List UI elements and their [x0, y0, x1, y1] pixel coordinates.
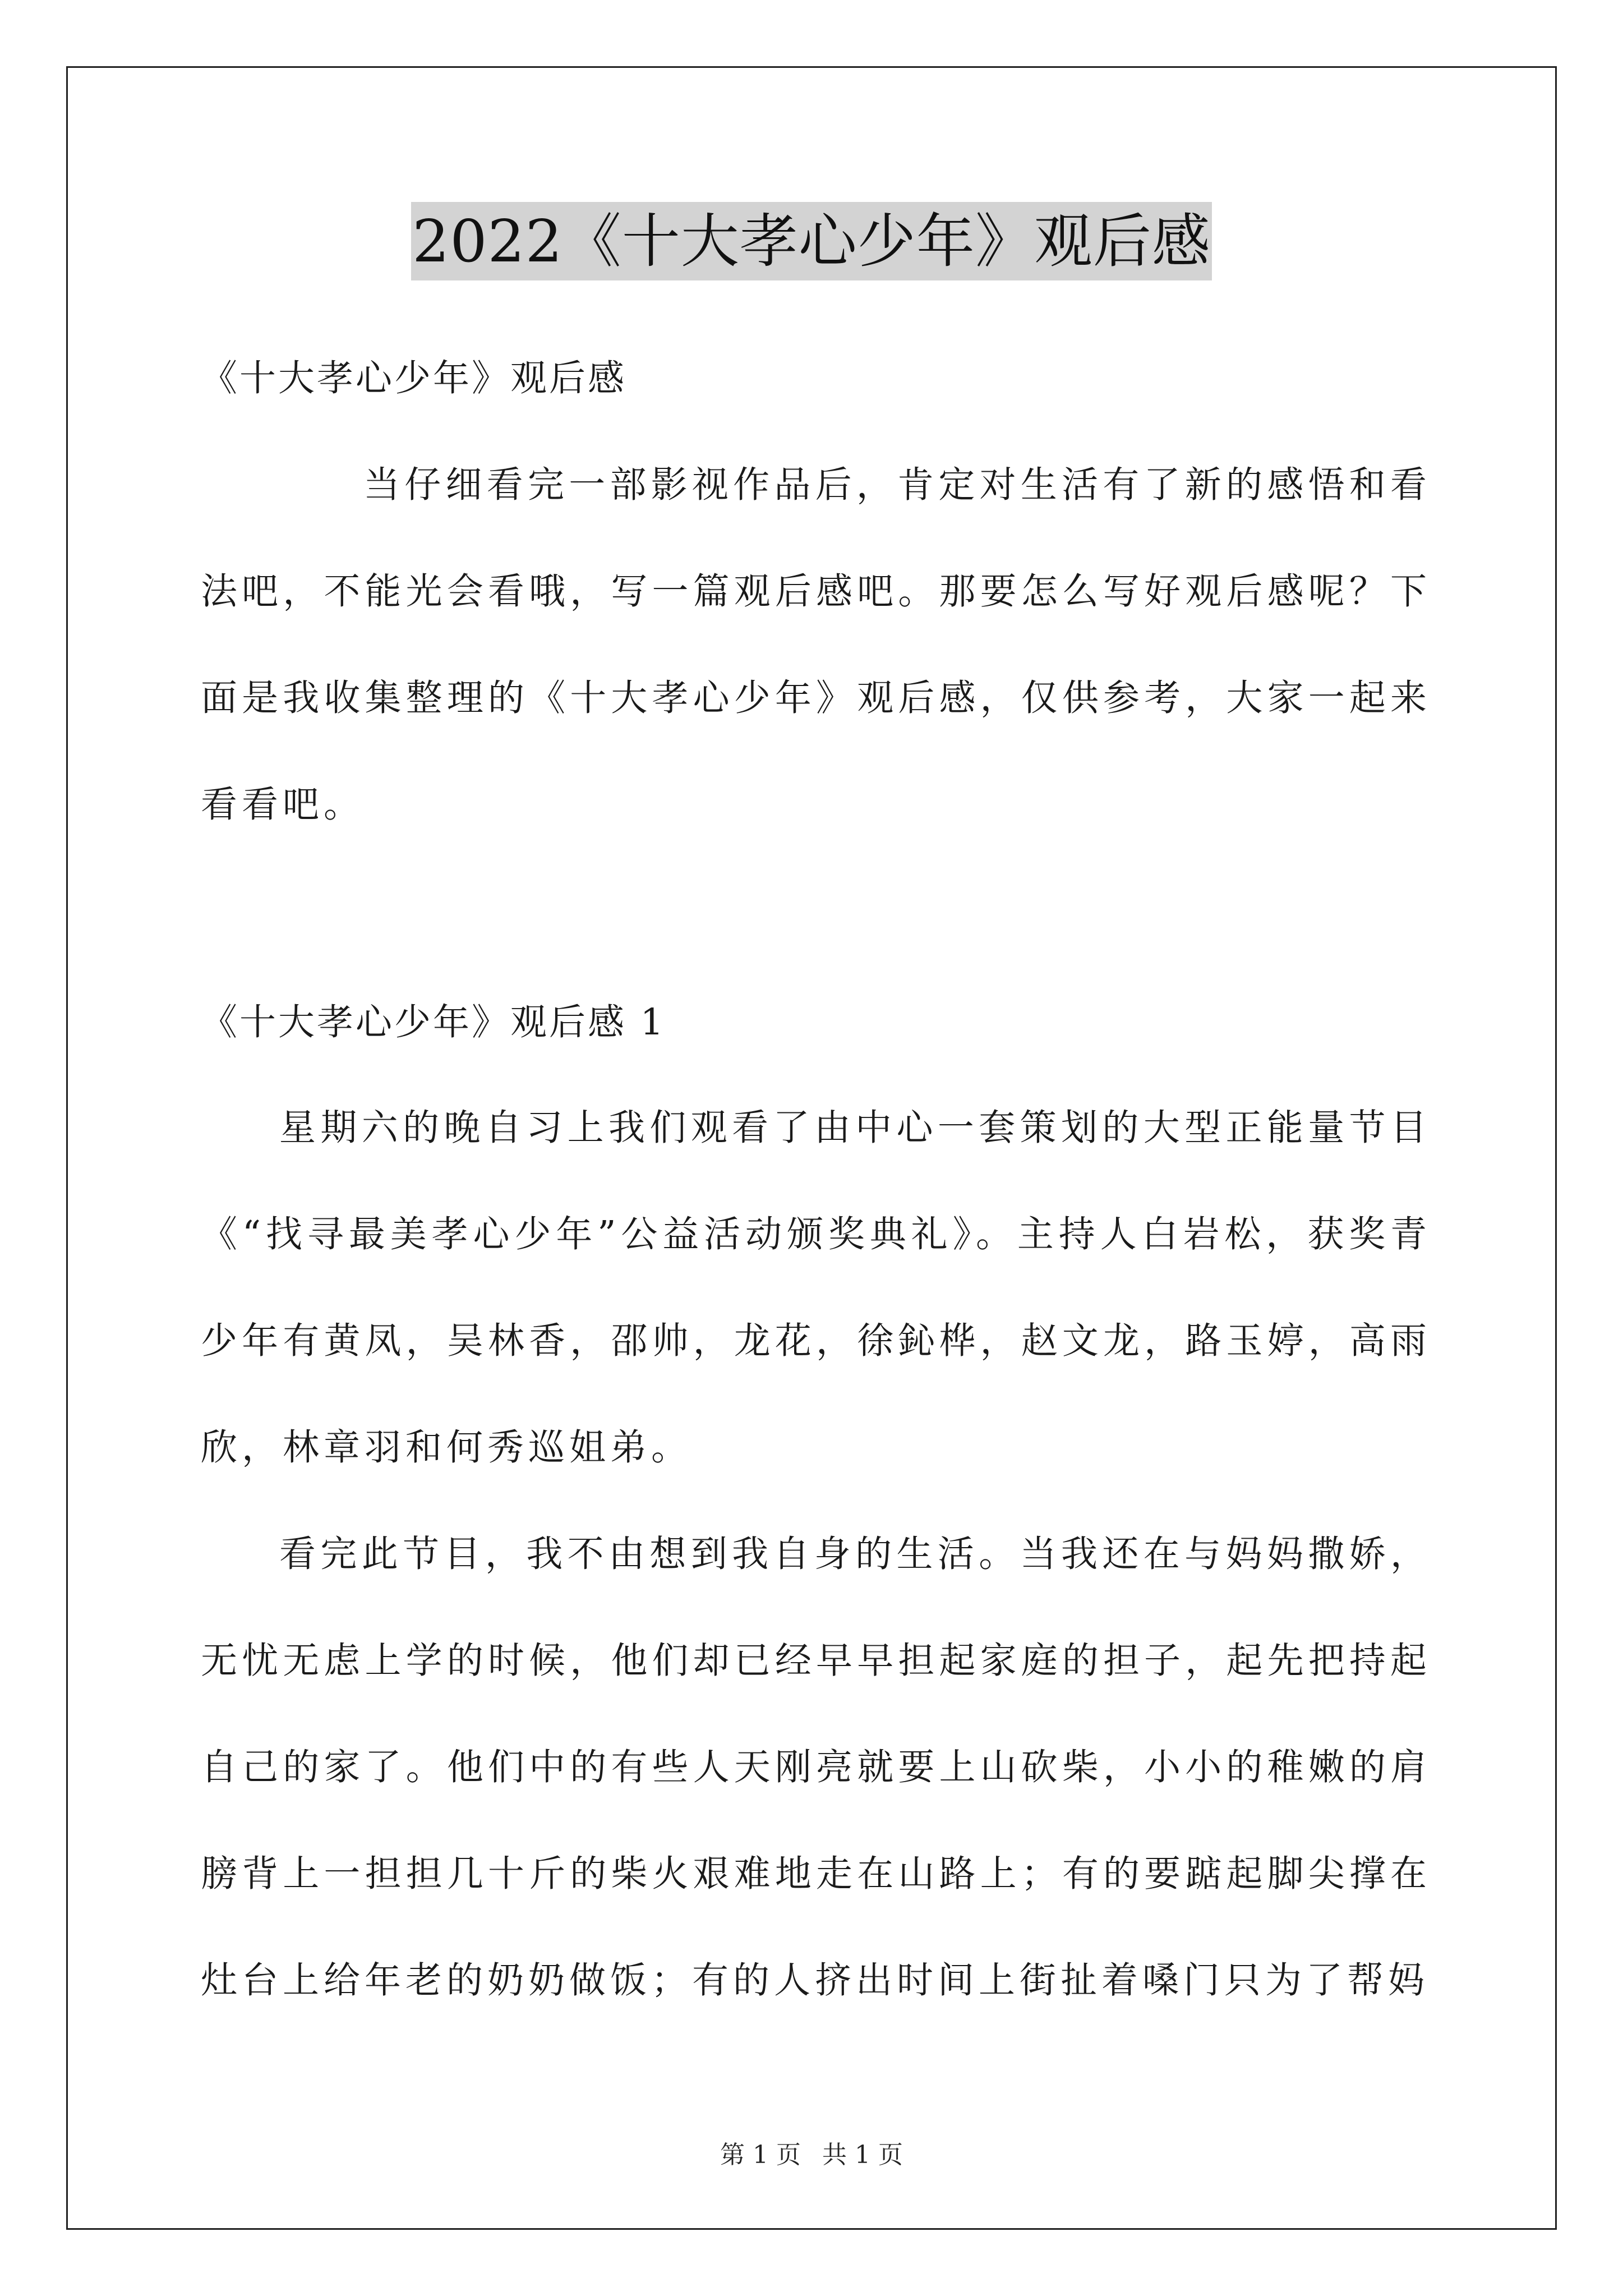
section1-paragraph-1: 星期六的晚自习上我们观看了由中心一套策划的大型正能量节目《“找寻最美孝心少年”公益活动颁奖典礼》。主持人白岩松，获奖青少年有黄凤，吴林香，邵帅，龙花，徐鈊桦，赵文龙，路玉婷，高雨欣，林章羽和何秀巡姐弟。	[201, 1107, 1431, 1469]
section1-body	[201, 1075, 1431, 2034]
page-total: 共 1 页	[822, 2141, 903, 2169]
page-footer	[0, 2138, 1623, 2172]
page-number: 第 1 页	[720, 2141, 801, 2169]
title-container	[0, 202, 1623, 280]
document-title: 2022《十大孝心少年》观后感	[411, 202, 1212, 280]
section1-heading: 《十大孝心少年》观后感 1	[201, 1001, 666, 1043]
intro-section	[201, 432, 1431, 858]
intro-paragraph: 当仔细看完一部影视作品后，肯定对生活有了新的感悟和看法吧，不能光会看哦，写一篇观后感吧。那要怎么写好观后感呢？下面是我收集整理的《十大孝心少年》观后感，仅供参考，大家一起来看看吧。	[201, 464, 1431, 826]
section1-paragraph-2: 看完此节目，我不由想到我自身的生活。当我还在与妈妈撒娇，无忧无虑上学的时候，他们却已经早早担起家庭的担子，起先把持起自己的家了。他们中的有些人天刚亮就要上山砍柴，小小的稚嫩的肩膀背上一担担几十斤的柴火艰难地走在山路上；有的要踮起脚尖撑在灶台上给年老的奶奶做饭；有的人挤出时间上街扯着嗓门只为了帮妈	[201, 1533, 1431, 2001]
intro-heading: 《十大孝心少年》观后感	[201, 357, 627, 399]
